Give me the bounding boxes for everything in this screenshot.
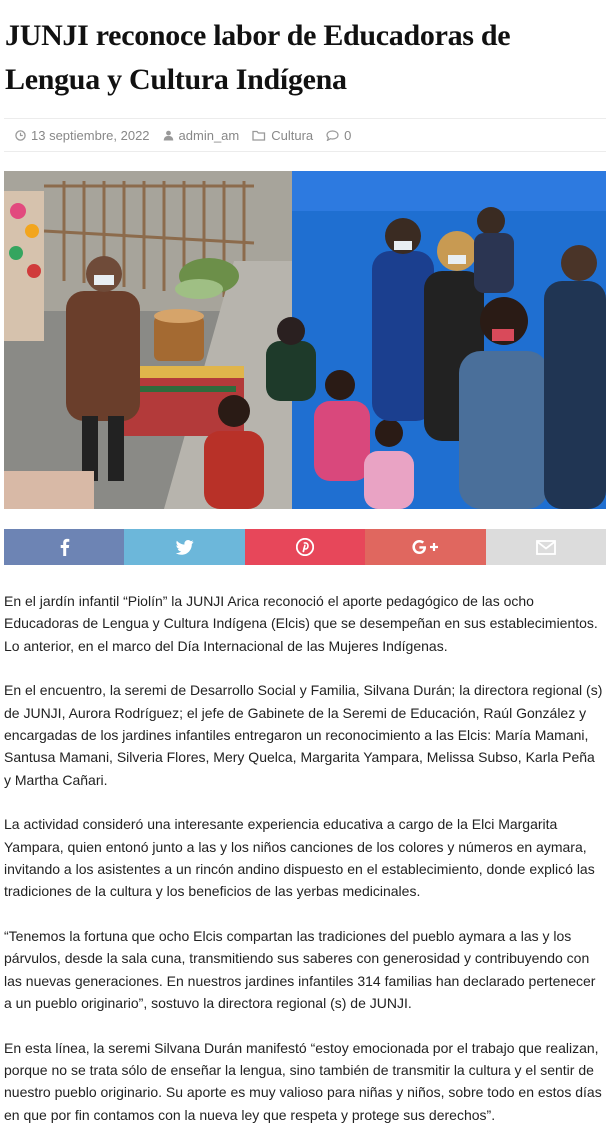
- paragraph-3: La actividad consideró una interesante experiencia educativa a cargo de la Elci Margarita Yampara, quien entonó junto a las y los niños canciones de los colores y números en aymara, invitando a los asistentes a un rincón andino dispuesto en el establecimiento, donde explicó las tradiciones de la cultura y los beneficios de las yerbas medicinales.: [4, 816, 595, 900]
- share-twitter-button[interactable]: [124, 529, 244, 565]
- share-bar: [4, 529, 606, 565]
- pinterest-icon: [296, 538, 314, 556]
- twitter-icon: [176, 540, 194, 555]
- share-pinterest-button[interactable]: [245, 529, 365, 565]
- paragraph-2: En el encuentro, la seremi de Desarrollo Social y Familia, Silvana Durán; la directora regional (s) de JUNJI, Aurora Rodríguez; el jefe de Gabinete de la Seremi de Educación, Raúl González y encargadas de los jardines infantiles entregaron un reconocimiento a las Elcis: María Mamani, Santusa Mamani, Silveria Flores, Mery Quelca, Margarita Yampara, Melissa Subso, Karla Peña y Martha Cañari.: [4, 682, 603, 788]
- article-body: [4, 590, 604, 1148]
- post-comments[interactable]: [326, 128, 351, 143]
- google-plus-icon: [411, 539, 439, 555]
- post-meta: [4, 118, 606, 152]
- post-author-link[interactable]: admin_am: [178, 127, 240, 143]
- post-category[interactable]: [252, 128, 313, 143]
- folder-icon: [252, 130, 266, 141]
- post-comments-count[interactable]: 0: [344, 127, 352, 143]
- post-date: [15, 128, 150, 143]
- user-icon: [163, 130, 174, 141]
- paragraph-4: “Tenemos la fortuna que ocho Elcis compartan las tradiciones del pueblo aymara a las y los párvulos, desde la sala cuna, transmitiendo sus saberes con generosidad y contribuyendo con las nuevas generaciones. En nuestros jardines infantiles 314 familias han declarado pertenecer a un pueblo originario”, sostuvo la directora regional (s) de JUNJI.: [4, 927, 596, 1012]
- comment-icon: [326, 130, 339, 141]
- facebook-icon: [59, 538, 70, 556]
- envelope-icon: [536, 540, 556, 555]
- article-title: JUNJI reconoce labor de Educadoras de Lengua y Cultura Indígena: [5, 19, 511, 96]
- post-author[interactable]: [163, 128, 240, 143]
- clock-icon: [15, 130, 26, 141]
- share-google-plus-button[interactable]: [365, 529, 485, 565]
- post-date-text: 13 septiembre, 2022: [31, 127, 150, 143]
- post-category-link[interactable]: Cultura: [271, 127, 314, 143]
- paragraph-5: En esta línea, la seremi Silvana Durán manifestó “estoy emocionada por el trabajo que realizan, porque no se trata sólo de enseñar la lengua, sino también de transmitir la cultura y el sentir de nuestro pueblo originario. Su aporte es muy valioso para niñas y niños, sobre todo en estos días en que por fin contamos con la nueva ley que respeta y protege sus derechos”.: [4, 1039, 602, 1123]
- share-facebook-button[interactable]: [4, 529, 124, 565]
- paragraph-1: En el jardín infantil “Piolín” la JUNJI Arica reconoció el aporte pedagógico de las ocho Educadoras de Lengua y Cultura Indígena (Elcis) que se desempeñan en sus establecimientos. Lo anterior, en el marco del Día Internacional de las Mujeres Indígenas.: [4, 593, 598, 654]
- share-email-button[interactable]: [486, 529, 606, 565]
- article-photo: [4, 171, 606, 509]
